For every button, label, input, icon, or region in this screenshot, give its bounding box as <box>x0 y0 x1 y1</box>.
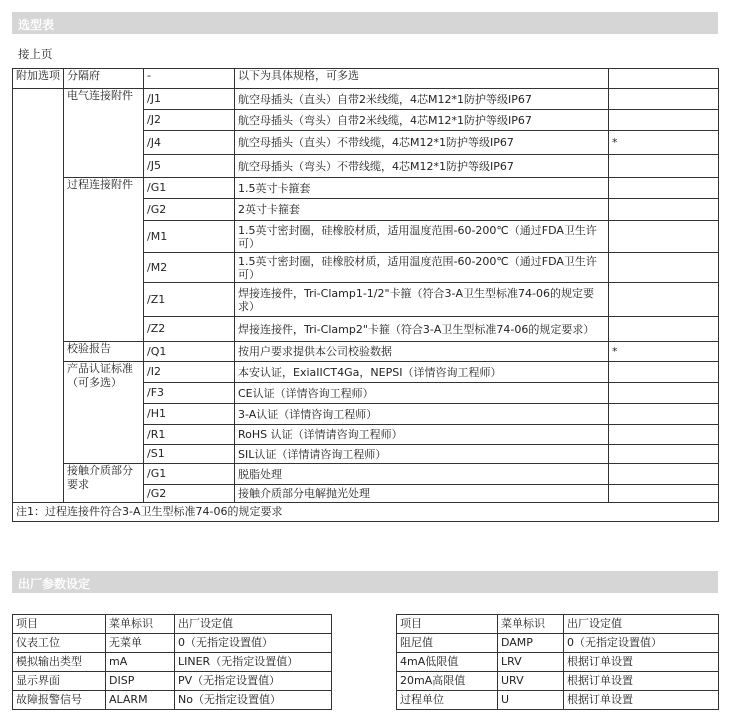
mark-cell <box>609 362 719 383</box>
param-header-cell: 菜单标识 <box>106 615 175 634</box>
param-header-cell: 项目 <box>397 615 498 634</box>
mark-cell <box>609 89 719 110</box>
section-title: 出厂参数设定 <box>18 577 91 591</box>
mark-cell <box>609 464 719 485</box>
description-cell: 接触介质部分电解抛光处理 <box>235 485 609 503</box>
code-cell: /Z2 <box>144 317 235 342</box>
code-cell: /G2 <box>144 485 235 503</box>
mark-cell <box>609 445 719 464</box>
description-cell: 航空母插头（弯头）自带2米线缆，4芯M12*1防护等级IP67 <box>235 110 609 131</box>
mark-cell <box>609 178 719 199</box>
code-cell: /M2 <box>144 253 235 283</box>
code-cell: /J2 <box>144 110 235 131</box>
table-row <box>13 178 719 199</box>
param-cell: 根据订单设置 <box>564 691 719 710</box>
factory-params-right <box>396 614 719 710</box>
selection-section-header <box>12 12 718 34</box>
code-cell: /G2 <box>144 199 235 221</box>
table-row <box>13 362 719 383</box>
code-cell: /J4 <box>144 131 235 155</box>
code-cell: /F3 <box>144 383 235 404</box>
mark-cell <box>609 404 719 425</box>
description-cell: 焊接连接件，Tri-Clamp1-1/2"卡箍（符合3-A卫生型标准74-06的规定要求） <box>235 283 609 317</box>
param-cell: U <box>498 691 564 710</box>
header-cell: 分隔府 <box>64 69 144 89</box>
param-cell: mA <box>106 653 175 672</box>
param-header-cell: 项目 <box>13 615 106 634</box>
param-cell: 无菜单 <box>106 634 175 653</box>
param-cell: DISP <box>106 672 175 691</box>
description-cell: 本安认证，ExiaIICT4Ga，NEPSI（详情咨询工程师） <box>235 362 609 383</box>
description-cell: RoHS 认证（详情请咨询工程师） <box>235 425 609 445</box>
note-row <box>13 503 719 522</box>
code-cell: /I2 <box>144 362 235 383</box>
param-cell: ALARM <box>106 691 175 710</box>
param-cell: 模拟输出类型 <box>13 653 106 672</box>
mark-cell <box>609 199 719 221</box>
group-name-cell: 产品认证标准（可多选） <box>64 362 144 464</box>
description-cell: SIL认证（详情请咨询工程师） <box>235 445 609 464</box>
group-name-cell: 过程连接附件 <box>64 178 144 342</box>
mark-cell <box>609 317 719 342</box>
continue-label: 接上页 <box>18 47 53 61</box>
description-cell: 3-A认证（详情咨询工程师） <box>235 404 609 425</box>
param-cell: 仪表工位 <box>13 634 106 653</box>
table-row <box>13 464 719 485</box>
factory-params-left <box>12 614 332 710</box>
note-cell: 注1：过程连接件符合3-A卫生型标准74-06的规定要求 <box>13 503 719 522</box>
param-cell: 0（无指定设置值） <box>564 634 719 653</box>
description-cell: 按用户要求提供本公司校验数据 <box>235 342 609 362</box>
code-cell: /M1 <box>144 221 235 253</box>
description-cell: 1.5英寸卡箍套 <box>235 178 609 199</box>
mark-cell <box>609 425 719 445</box>
code-cell: /R1 <box>144 425 235 445</box>
param-cell: 显示界面 <box>13 672 106 691</box>
param-cell: No（无指定设置值） <box>175 691 332 710</box>
code-cell: /G1 <box>144 464 235 485</box>
selection-table <box>12 68 719 522</box>
mark-cell <box>609 253 719 283</box>
param-row <box>397 672 719 691</box>
code-cell: /S1 <box>144 445 235 464</box>
group-name-cell: 校验报告 <box>64 342 144 362</box>
group-name-cell: 接触介质部分要求 <box>64 464 144 503</box>
code-cell: /H1 <box>144 404 235 425</box>
param-header-cell: 出厂设定值 <box>564 615 719 634</box>
mark-cell <box>609 110 719 131</box>
param-cell: 20mA高限值 <box>397 672 498 691</box>
factory-section-header <box>12 571 718 593</box>
description-cell: 1.5英寸密封圈，硅橡胶材质，适用温度范围-60-200℃（通过FDA卫生许可） <box>235 221 609 253</box>
mark-cell <box>609 283 719 317</box>
param-cell: 过程单位 <box>397 691 498 710</box>
table-row <box>13 342 719 362</box>
param-row <box>13 672 332 691</box>
param-cell: 阻尼值 <box>397 634 498 653</box>
param-cell: 故障报警信号 <box>13 691 106 710</box>
description-cell: 1.5英寸密封圈，硅橡胶材质，适用温度范围-60-200℃（通过FDA卫生许可） <box>235 253 609 283</box>
param-row <box>13 653 332 672</box>
param-header-row <box>13 615 332 634</box>
mark-cell: * <box>609 342 719 362</box>
mark-cell <box>609 155 719 178</box>
description-cell: 脱脂处理 <box>235 464 609 485</box>
param-cell: LRV <box>498 653 564 672</box>
section-title: 选型表 <box>18 18 55 32</box>
param-cell: PV（无指定设置值） <box>175 672 332 691</box>
param-row <box>13 634 332 653</box>
param-cell: URV <box>498 672 564 691</box>
table-row <box>13 89 719 110</box>
header-cell <box>609 69 719 89</box>
param-cell: 根据订单设置 <box>564 672 719 691</box>
param-cell: LINER（无指定设置值） <box>175 653 332 672</box>
description-cell: CE认证（详情咨询工程师） <box>235 383 609 404</box>
code-cell: /J1 <box>144 89 235 110</box>
mark-cell: * <box>609 131 719 155</box>
param-header-row <box>397 615 719 634</box>
header-cell: 以下为具体规格，可多选 <box>235 69 609 89</box>
param-cell: 根据订单设置 <box>564 653 719 672</box>
mark-cell <box>609 383 719 404</box>
param-cell: DAMP <box>498 634 564 653</box>
code-cell: /J5 <box>144 155 235 178</box>
mark-cell <box>609 221 719 253</box>
param-header-cell: 出厂设定值 <box>175 615 332 634</box>
param-row <box>397 634 719 653</box>
description-cell: 2英寸卡箍套 <box>235 199 609 221</box>
param-cell: 0（无指定设置值） <box>175 634 332 653</box>
code-cell: /G1 <box>144 178 235 199</box>
param-row <box>397 691 719 710</box>
mark-cell <box>609 485 719 503</box>
option-spacer-cell <box>13 89 64 503</box>
group-name-cell: 电气连接附件 <box>64 89 144 178</box>
code-cell: /Z1 <box>144 283 235 317</box>
table-header-row <box>13 69 719 89</box>
param-cell: 4mA低限值 <box>397 653 498 672</box>
description-cell: 焊接连接件，Tri-Clamp2"卡箍（符合3-A卫生型标准74-06的规定要求） <box>235 317 609 342</box>
header-cell: - <box>144 69 235 89</box>
description-cell: 航空母插头（直头）自带2米线缆，4芯M12*1防护等级IP67 <box>235 89 609 110</box>
param-row <box>397 653 719 672</box>
code-cell: /Q1 <box>144 342 235 362</box>
description-cell: 航空母插头（弯头）不带线缆，4芯M12*1防护等级IP67 <box>235 155 609 178</box>
header-cell: 附加选项 <box>13 69 64 89</box>
description-cell: 航空母插头（直头）不带线缆，4芯M12*1防护等级IP67 <box>235 131 609 155</box>
param-header-cell: 菜单标识 <box>498 615 564 634</box>
param-row <box>13 691 332 710</box>
